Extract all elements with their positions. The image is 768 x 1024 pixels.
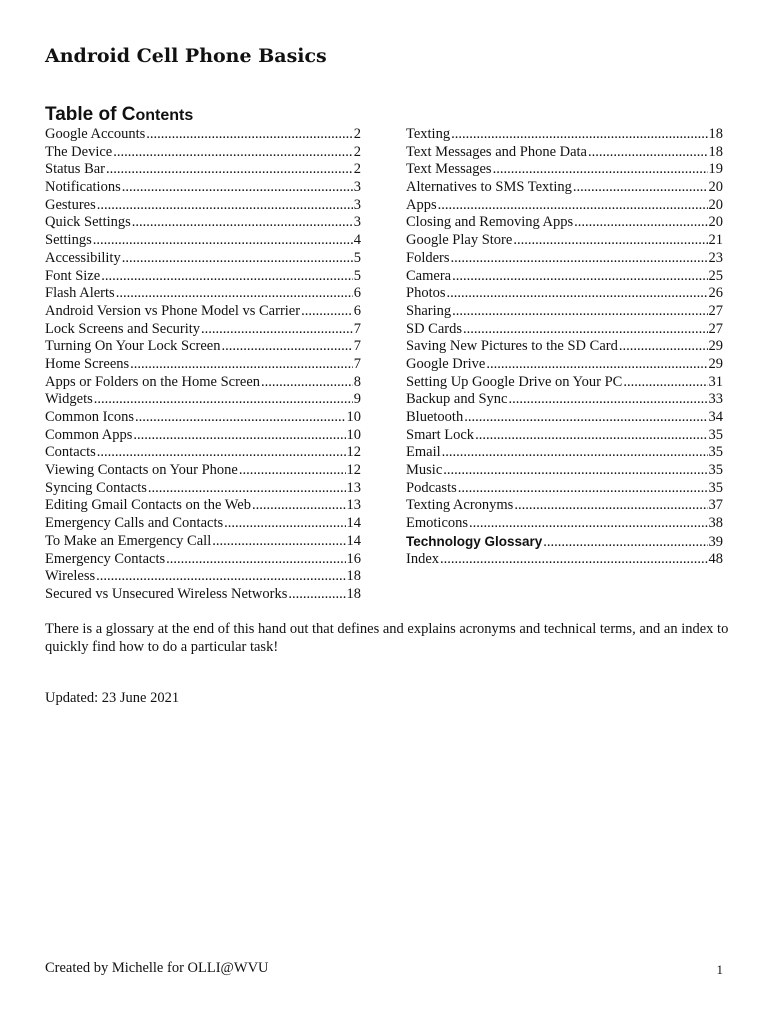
toc-dot-leader: [447, 285, 708, 303]
toc-dot-leader: [148, 480, 346, 498]
toc-entry[interactable]: [45, 214, 361, 232]
toc-dot-leader: [588, 144, 708, 162]
toc-dot-leader: [442, 444, 708, 462]
toc-dot-leader: [469, 515, 707, 533]
toc-entry-label: Contacts: [45, 444, 96, 461]
toc-dot-leader: [252, 497, 346, 515]
toc-entry-page: 7: [353, 355, 361, 372]
toc-entry-label: Bluetooth: [406, 409, 464, 425]
toc-entry-label: Email: [406, 444, 441, 461]
toc-entry-page: 13: [346, 479, 361, 496]
toc-entry[interactable]: [45, 268, 361, 286]
toc-entry-page: 35: [708, 426, 723, 443]
toc-entry[interactable]: [406, 197, 723, 215]
toc-entry[interactable]: [406, 497, 723, 515]
toc-entry[interactable]: [45, 551, 361, 569]
toc-entry-label: Saving New Pictures to the SD Card: [406, 338, 618, 355]
toc-entry[interactable]: [406, 179, 723, 197]
toc-entry-label: Music: [406, 462, 443, 479]
toc-entry-label: Backup and Sync: [406, 391, 508, 408]
toc-dot-leader: [116, 285, 353, 303]
toc-dot-leader: [239, 462, 346, 480]
toc-entry[interactable]: [45, 179, 361, 197]
toc-entry-label: Editing Gmail Contacts on the Web: [45, 497, 251, 514]
toc-entry-label: Gestures: [45, 196, 96, 213]
toc-entry-label: Text Messages: [406, 161, 492, 178]
toc-dot-leader: [166, 551, 345, 569]
toc-dot-leader: [574, 214, 707, 232]
toc-entry-label: Font Size: [45, 267, 101, 284]
toc-entry[interactable]: [45, 497, 361, 515]
document-title: Android Cell Phone Basics: [45, 45, 327, 67]
toc-dot-leader: [221, 338, 352, 356]
toc-entry-page: 34: [708, 409, 723, 425]
toc-entry-page: 18: [708, 126, 723, 142]
toc-entry-label: Apps or Folders on the Home Screen: [45, 373, 261, 390]
toc-entry-page: 35: [708, 444, 723, 461]
toc-entry-label: Secured vs Unsecured Wireless Networks: [45, 585, 288, 602]
toc-entry-page: 29: [708, 338, 723, 355]
toc-dot-leader: [224, 515, 345, 533]
toc-entry[interactable]: [406, 268, 723, 286]
toc-entry[interactable]: [45, 144, 361, 162]
toc-entry-label: Widgets: [45, 391, 93, 408]
toc-entry[interactable]: [45, 161, 361, 179]
toc-entry[interactable]: [45, 533, 361, 551]
toc-entry[interactable]: [45, 427, 361, 445]
toc-entry[interactable]: [45, 515, 361, 533]
toc-dot-leader: [301, 303, 353, 321]
toc-entry[interactable]: [406, 356, 723, 374]
toc-entry-page: 3: [353, 214, 361, 231]
toc-entry-page: 2: [353, 126, 361, 142]
toc-entry[interactable]: [406, 321, 723, 339]
toc-entry-label: Emoticons: [406, 515, 469, 532]
toc-entry[interactable]: [45, 285, 361, 303]
toc-entry-page: 3: [353, 179, 361, 196]
toc-entry[interactable]: [45, 356, 361, 374]
toc-entry-page: 21: [708, 232, 723, 249]
toc-entry-label: Photos: [406, 285, 446, 302]
toc-entry[interactable]: [406, 161, 723, 179]
toc-entry[interactable]: [406, 303, 723, 321]
toc-dot-leader: [201, 321, 353, 339]
intro-paragraph: There is a glossary at the end of this hand out that defines and explains acronyms and technical terms, and an index to quickly find how to do a particular task!: [45, 621, 729, 655]
toc-entry[interactable]: [45, 409, 361, 427]
toc-entry[interactable]: [45, 303, 361, 321]
toc-entry-page: 16: [346, 550, 361, 567]
toc-entry[interactable]: [406, 232, 723, 250]
toc-entry-page: 7: [353, 338, 361, 355]
toc-entry-page: 3: [353, 196, 361, 213]
toc-dot-leader: [146, 126, 352, 144]
footer-page-number: 1: [716, 962, 723, 977]
toc-dot-leader: [464, 409, 707, 427]
toc-entry[interactable]: [45, 444, 361, 462]
toc-entry-page: 6: [353, 302, 361, 319]
toc-entry-label: Technology Glossary: [406, 533, 543, 549]
toc-entry-label: Google Drive: [406, 355, 486, 372]
toc-dot-leader: [101, 268, 353, 286]
toc-entry-page: 31: [708, 373, 723, 390]
toc-entry-label: SD Cards: [406, 320, 462, 337]
toc-entry-page: 4: [353, 232, 361, 249]
toc-entry-page: 14: [346, 515, 361, 532]
toc-entry-label: Google Accounts: [45, 126, 146, 142]
toc-dot-leader: [451, 250, 708, 268]
toc-dot-leader: [288, 586, 345, 604]
toc-entry-label: Viewing Contacts on Your Phone: [45, 462, 238, 479]
toc-entry[interactable]: [406, 285, 723, 303]
toc-entry-page: 2: [353, 143, 361, 160]
toc-dot-leader: [130, 356, 353, 374]
toc-dot-leader: [132, 214, 353, 232]
toc-entry-page: 20: [708, 214, 723, 231]
toc-dot-leader: [122, 250, 353, 268]
toc-entry-page: 33: [708, 391, 723, 408]
toc-entry-label: Status Bar: [45, 161, 106, 178]
toc-entry-label: Closing and Removing Apps: [406, 214, 574, 231]
toc-entry[interactable]: [45, 250, 361, 268]
toc-entry-label: Home Screens: [45, 355, 130, 372]
toc-entry-label: Texting Acronyms: [406, 497, 514, 514]
toc-entry[interactable]: [406, 480, 723, 498]
toc-entry-label: Sharing: [406, 302, 452, 319]
toc-dot-leader: [451, 126, 707, 144]
toc-entry[interactable]: [45, 374, 361, 392]
toc-entry-label: Text Messages and Phone Data: [406, 143, 587, 160]
toc-entry[interactable]: [406, 533, 723, 551]
toc-dot-leader: [135, 409, 345, 427]
toc-dot-leader: [508, 391, 707, 409]
toc-dot-leader: [458, 480, 708, 498]
toc-entry-label: Notifications: [45, 179, 121, 196]
toc-entry[interactable]: [45, 462, 361, 480]
toc-dot-leader: [97, 197, 353, 215]
toc-entry-page: 27: [708, 302, 723, 319]
toc-entry-page: 18: [708, 143, 723, 160]
footer-credit: Created by Michelle for OLLI@WVU: [45, 960, 269, 976]
toc-dot-leader: [623, 374, 707, 392]
toc-entry-page: 29: [708, 355, 723, 372]
toc-entry[interactable]: [406, 551, 723, 569]
toc-dot-leader: [475, 427, 707, 445]
toc-entry-page: 20: [708, 196, 723, 213]
toc-entry-page: 12: [346, 444, 361, 461]
toc-entry-page: 48: [708, 550, 723, 567]
toc-entry-page: 39: [708, 533, 723, 550]
toc-entry-label: Common Icons: [45, 409, 135, 425]
toc-entry[interactable]: [406, 214, 723, 232]
toc-entry-page: 27: [708, 320, 723, 337]
toc-entry[interactable]: [45, 586, 361, 604]
toc-dot-leader: [261, 374, 353, 392]
toc-entry-label: Flash Alerts: [45, 285, 115, 302]
toc-entry[interactable]: [406, 374, 723, 392]
toc-entry-label: Emergency Contacts: [45, 550, 166, 567]
toc-entry-page: 18: [346, 568, 361, 585]
updated-date: Updated: 23 June 2021: [45, 690, 180, 706]
toc-entry-page: 5: [353, 249, 361, 266]
toc-dot-leader: [452, 303, 707, 321]
toc-entry-label: Emergency Calls and Contacts: [45, 515, 224, 532]
toc-entry[interactable]: [45, 197, 361, 215]
toc-entry[interactable]: [406, 338, 723, 356]
toc-entry-page: 25: [708, 267, 723, 284]
toc-heading: [45, 104, 193, 126]
toc-entry-page: 10: [346, 409, 361, 425]
toc-left-column: [45, 126, 361, 604]
toc-entry[interactable]: [406, 126, 723, 144]
toc-entry[interactable]: [406, 444, 723, 462]
toc-entry[interactable]: [45, 568, 361, 586]
toc-entry[interactable]: [406, 144, 723, 162]
toc-dot-leader: [113, 144, 353, 162]
toc-dot-leader: [486, 356, 707, 374]
toc-entry-label: Syncing Contacts: [45, 479, 147, 496]
toc-entry[interactable]: [406, 391, 723, 409]
toc-heading-part-2: ontents: [135, 107, 194, 124]
toc-entry-page: 9: [353, 391, 361, 408]
toc-entry-label: Lock Screens and Security: [45, 320, 201, 337]
toc-dot-leader: [452, 268, 707, 286]
toc-entry-page: 6: [353, 285, 361, 302]
toc-entry-label: Podcasts: [406, 479, 457, 496]
toc-entry-page: 7: [353, 320, 361, 337]
toc-entry-label: Accessibility: [45, 249, 121, 266]
toc-entry-label: Apps: [406, 196, 437, 213]
toc-dot-leader: [133, 427, 345, 445]
toc-entry-label: The Device: [45, 143, 113, 160]
toc-dot-leader: [212, 533, 345, 551]
toc-entry-label: Index: [406, 550, 440, 567]
toc-dot-leader: [513, 232, 707, 250]
toc-entry-label: Texting: [406, 126, 451, 142]
toc-entry-page: 23: [708, 249, 723, 266]
toc-entry-page: 5: [353, 267, 361, 284]
toc-entry-page: 14: [346, 532, 361, 549]
toc-entry[interactable]: [406, 462, 723, 480]
toc-entry-page: 38: [708, 515, 723, 532]
toc-dot-leader: [443, 462, 707, 480]
toc-entry-page: 26: [708, 285, 723, 302]
toc-entry-label: Wireless: [45, 568, 96, 585]
toc-entry-page: 2: [353, 161, 361, 178]
toc-entry[interactable]: [45, 480, 361, 498]
toc-entry-label: Quick Settings: [45, 214, 131, 231]
toc-entry-label: Android Version vs Phone Model vs Carrier: [45, 302, 301, 319]
toc-entry-label: Camera: [406, 267, 452, 284]
toc-right-column: [406, 126, 723, 568]
toc-entry-label: Turning On Your Lock Screen: [45, 338, 221, 355]
toc-entry-page: 18: [346, 585, 361, 602]
toc-entry-page: 20: [708, 179, 723, 196]
toc-entry-page: 10: [346, 426, 361, 443]
toc-entry-page: 35: [708, 479, 723, 496]
toc-dot-leader: [438, 197, 708, 215]
toc-entry[interactable]: [45, 391, 361, 409]
toc-entry-page: 35: [708, 462, 723, 479]
toc-dot-leader: [619, 338, 708, 356]
toc-dot-leader: [96, 568, 345, 586]
toc-entry[interactable]: [406, 250, 723, 268]
toc-dot-leader: [543, 534, 707, 552]
toc-entry-label: To Make an Emergency Call: [45, 532, 212, 549]
toc-entry-label: Setting Up Google Drive on Your PC: [406, 373, 623, 390]
toc-dot-leader: [463, 321, 708, 339]
toc-entry-page: 8: [353, 373, 361, 390]
toc-entry-label: Settings: [45, 232, 92, 249]
toc-entry[interactable]: [45, 126, 361, 144]
toc-dot-leader: [94, 391, 353, 409]
toc-entry-label: Smart Lock: [406, 426, 475, 443]
toc-dot-leader: [93, 232, 353, 250]
toc-entry[interactable]: [406, 515, 723, 533]
toc-heading-part-1: Table of C: [45, 104, 136, 125]
toc-entry[interactable]: [45, 338, 361, 356]
toc-dot-leader: [122, 179, 353, 197]
toc-dot-leader: [573, 179, 708, 197]
toc-dot-leader: [493, 161, 708, 179]
toc-entry[interactable]: [406, 427, 723, 445]
toc-entry-page: 19: [708, 161, 723, 178]
toc-dot-leader: [97, 444, 346, 462]
toc-entry-page: 13: [346, 497, 361, 514]
toc-dot-leader: [106, 161, 353, 179]
toc-dot-leader: [440, 551, 707, 569]
toc-entry[interactable]: [406, 409, 723, 427]
toc-entry-label: Alternatives to SMS Texting: [406, 179, 572, 196]
toc-entry-label: Common Apps: [45, 426, 133, 443]
toc-entry[interactable]: [45, 232, 361, 250]
toc-entry-page: 12: [346, 462, 361, 479]
toc-dot-leader: [514, 497, 707, 515]
toc-entry[interactable]: [45, 321, 361, 339]
toc-entry-label: Folders: [406, 249, 450, 266]
toc-entry-page: 37: [708, 497, 723, 514]
toc-entry-label: Google Play Store: [406, 232, 513, 249]
